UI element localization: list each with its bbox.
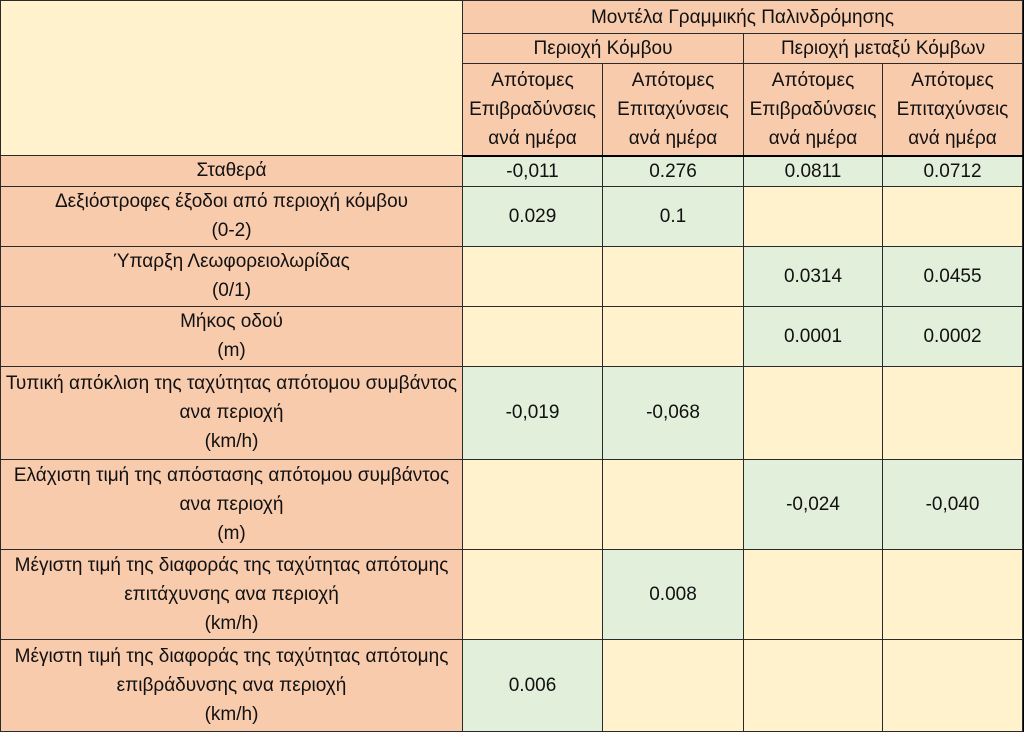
coefficient-cell: 0.276 [603, 156, 744, 187]
row-label-line: Τυπική απόκλιση της ταχύτητας απότομου συμβάντος [5, 373, 458, 394]
coefficient-cell: 0.0002 [883, 306, 1023, 366]
group-title: Μοντέλα Γραμμικής Παλινδρόμησης [463, 1, 1023, 34]
table-row [1, 459, 1023, 549]
coefficient-cell [463, 459, 603, 549]
row-label-line: (km/h) [204, 612, 259, 634]
coefficient-cell [883, 186, 1023, 246]
column-header-line: Απότομες [911, 69, 994, 91]
coefficient-cell: 0.1 [603, 186, 744, 246]
row-label [1, 639, 463, 731]
table-row [1, 549, 1023, 639]
table-row [1, 186, 1023, 246]
column-header-line: ανά ημέρα [908, 127, 997, 149]
row-label [1, 156, 463, 187]
subgroup-between-junctions: Περιοχή μεταξύ Κόμβων [744, 34, 1023, 64]
coefficient-cell [463, 246, 603, 306]
coefficient-cell: -0,011 [463, 156, 603, 187]
column-header-line: Απότομες [491, 69, 574, 91]
coefficient-cell: 0.0455 [883, 246, 1023, 306]
row-label [1, 306, 463, 366]
coefficient-cell: -0,040 [883, 459, 1023, 549]
row-label-line: επιτάχυνσης ανα περιοχή [124, 583, 339, 605]
row-label-line: Μέγιστη τιμή της διαφοράς της ταχύτητας απότομης [14, 554, 449, 576]
column-header-line: Επιβραδύνσεις [749, 98, 877, 120]
table-row [1, 246, 1023, 306]
col-between-accelerations-header [883, 64, 1023, 156]
column-header-line: Απότομες [631, 69, 715, 91]
col-junction-accelerations-header [603, 64, 744, 156]
column-header-line: Επιταχύνσεις [896, 98, 1009, 120]
coefficient-cell [744, 549, 883, 639]
coefficient-cell: 0.0712 [883, 156, 1023, 187]
coefficient-cell: 0.0314 [744, 246, 883, 306]
row-label-line: Δεξιόστροφες έξοδοι από περιοχή κόμβου [54, 191, 409, 212]
row-label-line: (0/1) [211, 280, 252, 301]
coefficient-cell [883, 549, 1023, 639]
corner-cell [1, 1, 463, 156]
row-label [1, 549, 463, 639]
row-label-line: Σταθερά [196, 160, 267, 182]
column-header-line: Επιβραδύνσεις [469, 98, 596, 120]
row-label-line: ανα περιοχή [179, 402, 284, 423]
table-row [1, 306, 1023, 366]
row-label [1, 246, 463, 306]
coefficient-cell: 0.0811 [744, 156, 883, 187]
row-label [1, 366, 463, 459]
coefficient-cell [603, 246, 744, 306]
column-header-line: ανά ημέρα [628, 127, 718, 149]
coefficient-cell: -0,019 [463, 366, 603, 459]
coefficient-cell [603, 306, 744, 366]
coefficient-cell: 0.008 [603, 549, 744, 639]
coefficient-cell: -0,068 [603, 366, 744, 459]
coefficient-cell [883, 366, 1023, 459]
row-label-line: (m) [217, 522, 246, 544]
coefficient-cell: -0,024 [744, 459, 883, 549]
coefficient-cell: 0.029 [463, 186, 603, 246]
row-label-line: (m) [217, 340, 246, 361]
row-label-line: Ελάχιστη τιμή της απόστασης απότομου συμβάντος [13, 464, 450, 486]
column-header-line: Επιταχύνσεις [617, 98, 729, 120]
row-label-line: Μήκος οδού [180, 311, 283, 332]
row-label [1, 459, 463, 549]
coefficient-cell [603, 639, 744, 731]
coefficient-cell: 0.006 [463, 639, 603, 731]
column-header-line: Απότομες [771, 69, 855, 91]
table-row [1, 639, 1023, 731]
column-header-line: ανά ημέρα [488, 127, 577, 149]
col-between-decelerations-header [744, 64, 883, 156]
row-label [1, 186, 463, 246]
coefficient-cell: 0.0001 [744, 306, 883, 366]
row-label-line: (km/h) [204, 703, 259, 725]
table-row [1, 156, 1023, 187]
coefficient-cell [744, 186, 883, 246]
coefficient-cell [883, 639, 1023, 731]
subgroup-junction-area: Περιοχή Κόμβου [463, 34, 744, 64]
coefficient-cell [463, 549, 603, 639]
coefficient-cell [603, 459, 744, 549]
row-label-line: ανα περιοχή [179, 493, 284, 515]
coefficient-cell [463, 306, 603, 366]
table-row [1, 366, 1023, 459]
col-junction-decelerations-header [463, 64, 603, 156]
coefficient-cell [744, 639, 883, 731]
row-label-line: (km/h) [204, 431, 259, 452]
coefficient-cell [744, 366, 883, 459]
row-label-line: Μέγιστη τιμή της διαφοράς της ταχύτητας απότομης [14, 645, 449, 667]
row-label-line: Ύπαρξη Λεωφορειολωρίδας [113, 251, 350, 272]
column-header-line: ανά ημέρα [768, 127, 858, 149]
row-label-line: (0-2) [211, 220, 252, 241]
row-label-line: επιβράδυνσης ανα περιοχή [116, 674, 347, 696]
